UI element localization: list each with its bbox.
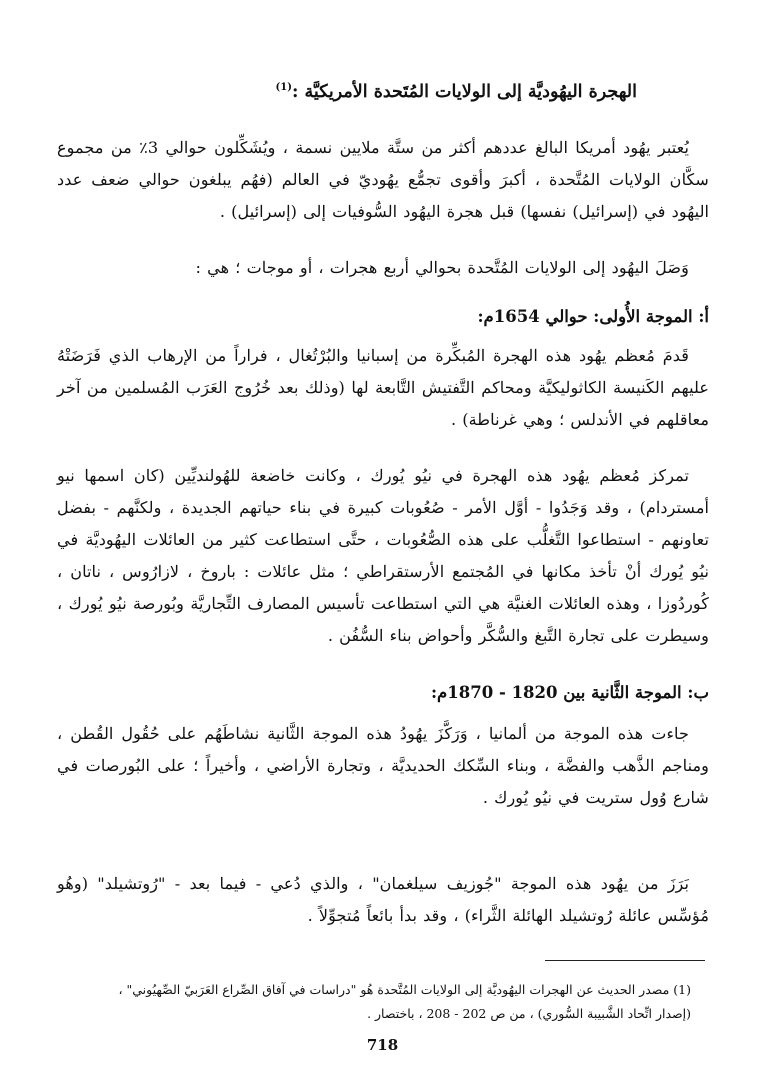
wave2-heading-block [57, 678, 709, 708]
wave2-heading: ب: الموجة الثَّانية بين 1820 - 1870م: [430, 683, 709, 702]
wave2-para1-block [57, 718, 709, 814]
footnote-divider [545, 960, 705, 961]
wave1-paragraph-1: قَدمَ مُعظم يهُود هذه الهجرة المُبكِّرة من إسبانيا والبُرْتُغال ، فراراً من الإرهاب الذي فَرَضَتْهُ عليهم الكَنيسة الكاثوليكيَّة ومحاكم التَّفتيش التَّابعة لها (وذلك بعد خُرُوج العَرَب المُسلمين من آخر معاقلهم في الأندلس ؛ وهي غرناطة) . [57, 346, 709, 429]
waves-intro-block [57, 252, 709, 284]
section-title [276, 82, 637, 102]
intro-paragraph: يُعتبر يهُود أمريكا البالغ عددهم أكثر من ستَّة ملايين نسمة ، ويُشَكِّلون حوالي 3٪ من مجموع سكَّان الولايات المُتَّحدة ، أكبرَ وأقوى تجمُّع يهُوديّ في العالم (فهُم يبلغون حوالي ضعف عدد اليهُود في (إسرائيل) نفسها) قبل هجرة اليهُود السُّوفيات إلى (إسرائيل) . [57, 138, 709, 221]
footnote [51, 978, 691, 1026]
wave1-heading: أ: الموجة الأُولى: حوالي 1654م: [477, 307, 709, 326]
footnote-ref[interactable]: (1) [275, 82, 292, 94]
wave2-para2-block [57, 868, 709, 932]
waves-intro-paragraph: وَصَلَ اليهُود إلى الولايات المُتَّحدة بحوالي أربع هجرات ، أو موجات ؛ هي : [195, 258, 689, 277]
wave1-para2-block [57, 460, 709, 652]
wave2-paragraph-1: جاءت هذه الموجة من ألمانيا ، وَرَكَّزَ يهُودُ هذه الموجة الثَّانية نشاطَهُم على حُقُول القُطن ، ومناجم الذَّهب والفضَّة ، وبناء السِّكك الحديديَّة ، وتجارة الأراضي ، وأخيراً ؛ على البُورصات في شارع وُول ستريت في نيُو يُورك . [57, 724, 709, 807]
wave2-paragraph-2: بَرَزَ من يهُود هذه الموجة "جُوزيف سيلغمان" ، والذي دُعي - فيما بعد - "رُوتشيلد" (وهُو مُؤسِّس عائلة رُوتشيلد الهائلة الثَّراء) ، وقد بدأ بائعاً مُتجوِّلاً . [57, 874, 709, 925]
footnote-line-2: (إصدار اتِّحاد الشَّبيبة السُّوري) ، من ص 202 - 208 ، باختصار . [367, 1006, 691, 1021]
page-number: 718 [366, 1036, 399, 1054]
section-title-text: الهجرة اليهُوديَّة إلى الولايات المُتَحدة الأمريكيَّة : [291, 82, 637, 102]
footnote-line-1: (1) مصدر الحديث عن الهجرات اليهُوديَّة إلى الولايات المُتَّحدة هُو "دراسات في آفاق الصِّراع العَرَبيّ الصِّهيُوني" ، [118, 982, 691, 997]
wave1-para1-block [57, 340, 709, 436]
intro-block [57, 132, 709, 228]
wave1-paragraph-2: تمركز مُعظم يهُود هذه الهجرة في نيُو يُورك ، وكانت خاضعة للهُولنديِّين (كان اسمها نيو أمستردام) ، وقد وَجَدُوا - أوَّل الأمر - صُعُوبات كبيرة في بناء حياتهم الجديدة ، ولكنَّهم - بفضل تعاونهم - استطاعوا التَّغلُّب على هذه الصُّعُوبات ، حتَّى استطاعت كثير من العائلات اليهُوديَّة في نيُو يُورك أنْ تأخذ مكانها في المُجتمع الأرستقراطي ؛ مثل عائلات : باروخ ، لازارُوس ، ناتان ، كُوردُوزا ، وهذه العائلات الغنيَّة هي التي استطاعت تأسيس المصارف التِّجاريَّة وبُورصة نيُو يُورك ، وسيطرت على تجارة التَّبغ والسُّكَّر وأحواض بناء السُّفُن . [57, 466, 709, 645]
wave1-heading-block [57, 302, 709, 332]
